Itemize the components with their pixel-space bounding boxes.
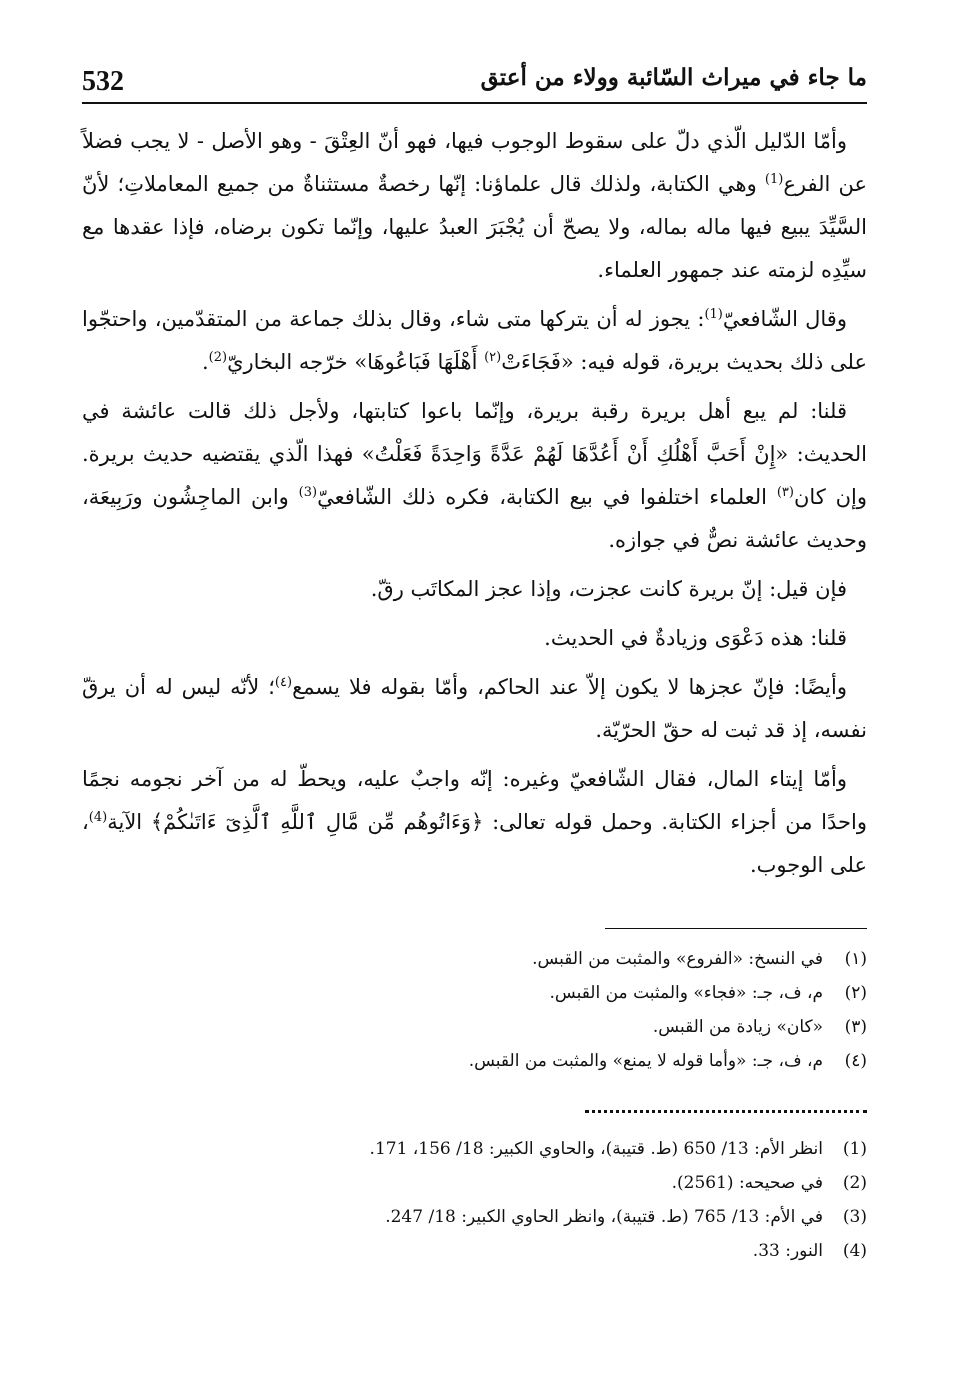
- page-number: 532: [82, 66, 124, 97]
- footnote: (2)في صحيحه: (2561).: [671, 1173, 867, 1193]
- footnote: (3)في الأم: 13/ 765 (ط. قتيبة)، وانظر الحاوي الكبير: 18/ 247.: [385, 1207, 867, 1227]
- running-title: ما جاء في ميراث السّائبة وولاء من أعتق: [480, 64, 867, 91]
- dotted-separator: [585, 1110, 867, 1113]
- paragraph: وأمّا الدّليل الّذي دلّ على سقوط الوجوب فيها، فهو أنّ العِتْقَ - وهو الأصل - لا يجب فضلاً عن الفرع$^{(1)}$ وهي الكتابة، ولذلك قال علماؤنا: إنّها رخصةٌ مستثناةٌ من جميع المعاملاتِ؛ لأنّ السَّيِّدَ يبيع فيها ماله بماله، ولا يصحّ أن يُجْبَرَ العبدُ عليها، وإنّما تكون برضاه، فإذا عقدها مع سيِّدِه لزمته عند جمهور العلماء.: [82, 129, 867, 282]
- footnote-ref: (1): [764, 172, 784, 187]
- footnote: (١)في النسخ: «الفروع» والمثبت من القبس.: [532, 949, 867, 969]
- footnote-ref: (3): [298, 485, 318, 500]
- paragraph: وقال الشّافعيّ$^{(1)}$: يجوز له أن يتركها متى شاء، وقال بذلك جماعة من المتقدّمين، واحتجّوا على ذلك بحديث بريرة، قوله فيه: «فَجَاءَتْ$^{(٢)}$ أَهْلَهَا فَبَاعُوهَا» خرّجه البخاريّ$^{(2)}$.: [82, 307, 867, 374]
- footnote-ref: (4): [88, 810, 108, 825]
- footnote-ref: (٢): [484, 350, 502, 365]
- main-text: [82, 120, 867, 893]
- page-header: [82, 62, 867, 104]
- footnote: (٢)م، ف، جـ: «فجاء» والمثبت من القبس.: [549, 983, 867, 1003]
- source-footnotes: [82, 1132, 867, 1268]
- footnote: (٤)م، ف، جـ: «وأما قوله لا يمنع» والمثبت من القبس.: [468, 1051, 867, 1071]
- footnote: (4)النور: 33.: [752, 1241, 867, 1261]
- paragraph: وأيضًا: فإنّ عجزها لا يكون إلاّ عند الحاكم، وأمّا بقوله فلا يسمع$^{(٤)}$؛ لأنّه ليس له أن يرقّ نفسه، إذ قد ثبت له حقّ الحرّيّة.: [82, 675, 867, 742]
- manuscript-footnotes: [82, 942, 867, 1078]
- footnote-ref: (٣): [776, 485, 794, 500]
- footnote: (٣)«كان» زيادة من القبس.: [652, 1017, 867, 1037]
- footnote: (1)انظر الأم: 13/ 650 (ط. قتيبة)، والحاوي الكبير: 18/ 156، 171.: [369, 1139, 867, 1159]
- paragraph: قلنا: لم يبع أهل بريرة رقبة بريرة، وإنّما باعوا كتابتها، ولأجل ذلك قالت عائشة في الحديث: «إِنْ أَحَبَّ أَهْلُكِ أَنْ أَعُدَّهَا لَهُمْ عَدَّةً وَاحِدَةً فَعَلْتُ» فهذا الّذي يقتضيه حديث بريرة. وإن كان$^{(٣)}$ العلماء اختلفوا في بيع الكتابة، فكره ذلك الشّافعيّ$^{(3)}$ وابن الماجِشُون ورَبِيعَة، وحديث عائشة نصٌّ في جوازه.: [82, 399, 867, 552]
- footnote-separator: [605, 928, 867, 929]
- paragraph: فإن قيل: إنّ بريرة كانت عجزت، وإذا عجز المكاتَب رقّ.: [370, 577, 847, 601]
- paragraph: قلنا: هذه دَعْوَى وزيادةٌ في الحديث.: [544, 626, 847, 650]
- paragraph: وأمّا إيتاء المال، فقال الشّافعيّ وغيره: إنّه واجبٌ عليه، ويحطّ له من آخر نجومه نجمًا واحدًا من أجزاء الكتابة. وحمل قوله تعالى: ﴿وَءَاتُوهُم مِّن مَّالِ ٱللَّهِ ٱلَّذِىٓ ءَاتَىٰكُمْ﴾ الآية$^{(4)}$، على الوجوب.: [82, 767, 867, 877]
- footnote-ref: (٤): [274, 675, 293, 690]
- footnote-ref: (1): [704, 307, 723, 322]
- footnote-ref: (2): [208, 350, 228, 365]
